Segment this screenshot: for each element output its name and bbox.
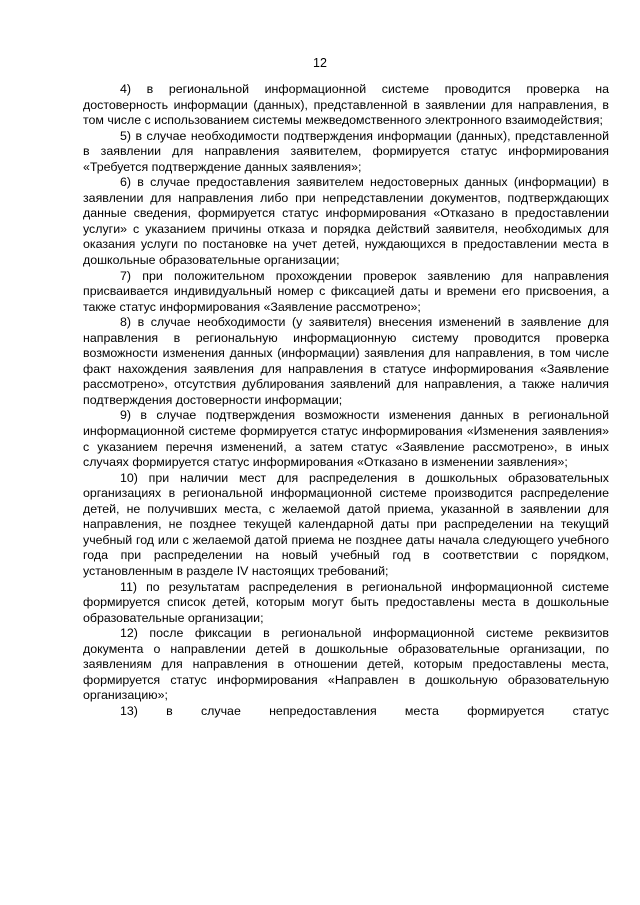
paragraph-item-9: 9) в случае подтверждения возможности изменения данных в региональной информационной системе формируется статус информирования «Изменения заявления» с указанием перечня изменений, а затем статус «Заявление рассмотрено», в иных случаях формируется статус информирования «Отказано в изменении заявления»; — [83, 408, 609, 470]
document-body — [83, 82, 609, 719]
paragraph-item-12: 12) после фиксации в региональной информационной системе реквизитов документа о направлении детей в дошкольные образовательные организации, по заявлениям для направления в отношении детей, которым предоставлены места, формируется статус информирования «Направлен в дошкольную образовательную организацию»; — [83, 626, 609, 703]
paragraph-item-5: 5) в случае необходимости подтверждения информации (данных), представленной в заявлении для направления заявителем, формируется статус информирования «Требуется подтверждение данных заявления»; — [83, 128, 609, 174]
paragraph-item-4: 4) в региональной информационной системе проводится проверка на достоверность информации (данных), представленной в заявлении для направления, в том числе с использованием системы межведомственного электронного взаимодействия; — [83, 82, 609, 128]
page-number: 12 — [313, 56, 327, 70]
paragraph-item-13: 13) в случае непредоставления места формируется статус — [120, 703, 609, 718]
paragraph-item-6: 6) в случае предоставления заявителем недостоверных данных (информации) в заявлении для направления либо при непредставлении документов, подтверждающих данные сведения, формируется статус информирования «Отказано в предоставлении услуги» с указанием причины отказа и порядка действий заявителя, необходимых для оказания услуги по постановке на учет детей, нуждающихся в предоставлении места в дошкольные образовательные организации; — [83, 175, 609, 268]
paragraph-item-7: 7) при положительном прохождении проверок заявлению для направления присваивается индивидуальный номер с фиксацией даты и времени его присвоения, а также статус информирования «Заявление рассмотрено»; — [83, 268, 609, 314]
paragraph-item-8: 8) в случае необходимости (у заявителя) внесения изменений в заявление для направления в региональную информационную систему проводится проверка возможности изменения данных (информации) заявления для направления, в том числе факт нахождения заявления для направления в статусе информирования «Заявление рассмотрено», отсутствия дублирования заявлений для направления, а также наличия подтверждения достоверности информации; — [83, 315, 609, 407]
paragraph-item-10: 10) при наличии мест для распределения в дошкольных образовательных организациях в региональной информационной системе производится распределение детей, не получивших места, с желаемой датой приема, указанной в заявлении для направления, не позднее текущей календарной даты при распределении на текущий учебный год или с желаемой датой приема не позднее даты начала следующего учебного года при распределении на новый учебный год в соответствии с порядком, установленным в разделе IV настоящих требований; — [83, 470, 609, 578]
paragraph-item-11: 11) по результатам распределения в региональной информационной системе формируется список детей, которым могут быть предоставлены места в дошкольные образовательные организации; — [83, 579, 609, 625]
